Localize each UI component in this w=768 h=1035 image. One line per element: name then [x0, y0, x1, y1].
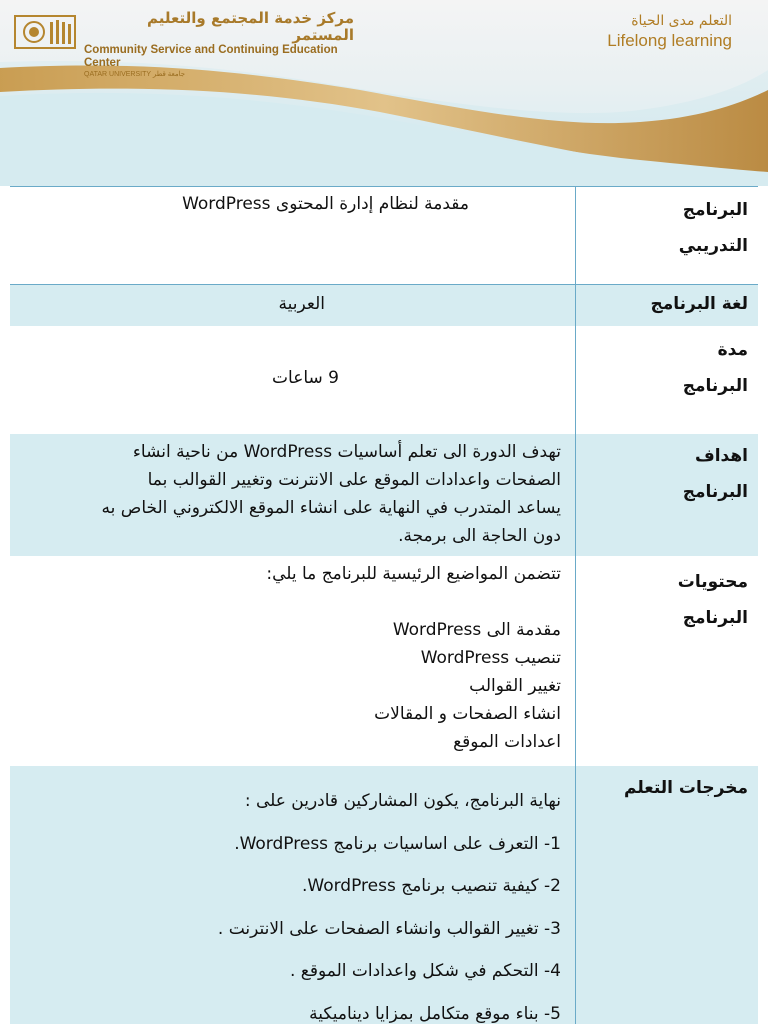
row-program [10, 186, 758, 284]
lifelong-english-text: Lifelong learning [607, 30, 732, 52]
label-contents-line-2: البرنامج [584, 600, 748, 636]
language-value: العربية [279, 294, 325, 314]
outcomes-item: 3- تغيير القوالب وانشاء الصفحات على الانترنت . [20, 908, 561, 951]
contents-item: تغيير القوالب [20, 672, 561, 700]
value-program [10, 186, 575, 284]
value-language [10, 284, 575, 326]
row-outcomes [10, 766, 758, 1024]
outcomes-item: 1- التعرف على اساسيات برنامج WordPress. [20, 823, 561, 866]
value-outcomes [10, 766, 575, 1024]
row-contents [10, 556, 758, 766]
label-outcomes [575, 766, 758, 1024]
label-objectives-line-1: اهداف [584, 438, 748, 474]
objectives-line: تهدف الدورة الى تعلم أساسيات WordPress من ناحية انشاء [20, 438, 561, 466]
lifelong-learning-logo [607, 12, 732, 52]
contents-item: تنصيب WordPress [20, 644, 561, 672]
objectives-line: دون الحاجة الى برمجة. [20, 522, 561, 550]
outcomes-item: 4- التحكم في شكل واعدادات الموقع . [20, 950, 561, 993]
value-duration [10, 326, 575, 434]
label-program-line-1: البرنامج [584, 192, 748, 228]
label-language-text: لغة البرنامج [584, 286, 748, 322]
logo-arabic-text: مركز خدمة المجتمع والتعليم المستمر [84, 10, 354, 44]
value-objectives [10, 434, 575, 556]
outcomes-item: 2- كيفية تنصيب برنامج WordPress. [20, 865, 561, 908]
objectives-line: الصفحات واعدادات الموقع على الانترنت وتغيير القوالب بما [20, 466, 561, 494]
label-duration-line-1: مدة [584, 332, 748, 368]
label-language [575, 284, 758, 326]
logo-english-text: Community Service and Continuing Education Center [84, 44, 354, 70]
label-outcomes-text: مخرجات التعلم [584, 770, 748, 806]
program-title: مقدمة لنظام إدارة المحتوى WordPress [182, 194, 469, 214]
label-program [575, 186, 758, 284]
program-info-table [10, 186, 758, 1024]
contents-item: انشاء الصفحات و المقالات [20, 700, 561, 728]
label-objectives [575, 434, 758, 556]
spacer [20, 588, 561, 616]
contents-item: مقدمة الى WordPress [20, 616, 561, 644]
label-duration [575, 326, 758, 434]
table-rule [10, 284, 758, 285]
logo-university-text: QATAR UNIVERSITY جامعة قطر [84, 70, 354, 79]
label-contents-line-1: محتويات [584, 564, 748, 600]
lifelong-arabic-text: التعلم مدى الحياة [607, 12, 732, 30]
row-objectives [10, 434, 758, 556]
row-duration [10, 326, 758, 434]
contents-intro: تتضمن المواضيع الرئيسية للبرنامج ما يلي: [20, 560, 561, 588]
center-logo [14, 10, 354, 54]
objectives-line: يساعد المتدرب في النهاية على انشاء الموقع الالكتروني الخاص به [20, 494, 561, 522]
university-emblem-icon [14, 10, 76, 50]
outcomes-intro: نهاية البرنامج، يكون المشاركين قادرين على : [20, 780, 561, 823]
label-duration-line-2: البرنامج [584, 368, 748, 404]
table-rule [10, 186, 758, 187]
outcomes-item: 5- بناء موقع متكامل بمزايا ديناميكية [20, 993, 561, 1035]
row-language [10, 284, 758, 326]
contents-item: اعدادات الموقع [20, 728, 561, 756]
label-program-line-2: التدريبي [584, 228, 748, 264]
value-contents [10, 556, 575, 766]
label-contents [575, 556, 758, 766]
label-objectives-line-2: البرنامج [584, 474, 748, 510]
duration-value: 9 ساعات [272, 368, 339, 388]
page-header [0, 0, 768, 186]
